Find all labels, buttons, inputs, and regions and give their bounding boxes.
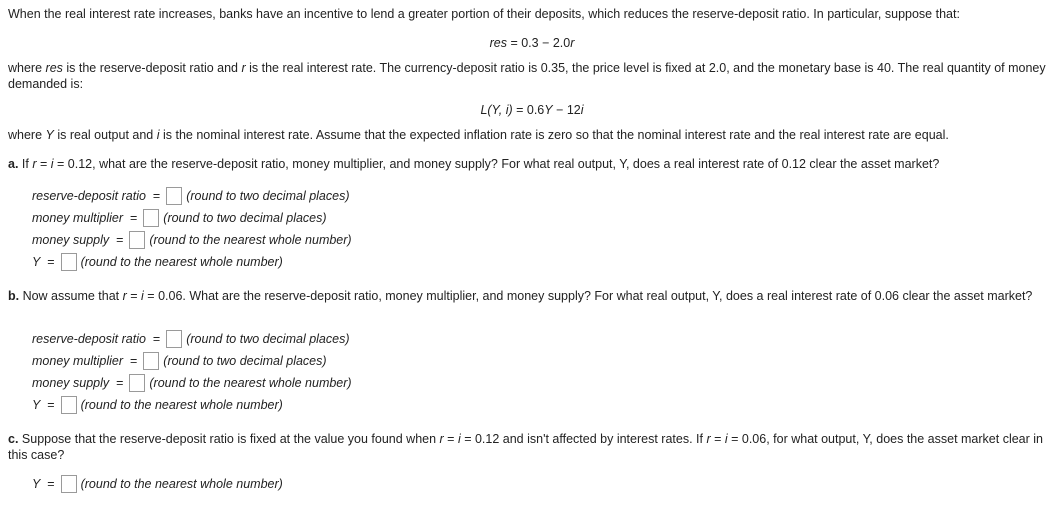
question-text: = 0.06. What are the reserve-deposit ratio, money multiplier, and money supply? For what real output, Y, does a real interest rate of 0.06 clear the asset market? (143, 289, 1033, 303)
field-label: Y (32, 398, 41, 412)
field-label: money multiplier (32, 211, 124, 225)
field-label: reserve-deposit ratio (32, 332, 146, 346)
field-label: Y (32, 255, 41, 269)
b-output-input[interactable] (61, 396, 77, 414)
where-text: is the nominal interest rate. Assume that the expected inflation rate is zero so that the nominal interest rate and the real interest rate are equal. (159, 128, 949, 142)
where-i-var: i (156, 128, 160, 142)
b-money-supply-input[interactable] (129, 374, 145, 392)
b-reserve-deposit-input[interactable] (166, 330, 182, 348)
a-money-multiplier-input[interactable] (143, 209, 159, 227)
where-y-paragraph (8, 127, 1052, 143)
question-b (8, 288, 1052, 304)
field-label: money multiplier (32, 354, 124, 368)
equals-sign: = (152, 189, 161, 203)
question-text: Suppose that the reserve-deposit ratio is fixed at the value you found when (18, 432, 440, 446)
equals-sign: = (47, 398, 55, 412)
rounding-hint: (round to two decimal places) (186, 332, 350, 346)
field-label: money supply (32, 376, 110, 390)
question-label: c. (8, 432, 19, 446)
field-label: Y (32, 477, 41, 491)
where-text: is real output and (53, 128, 157, 142)
where-text: is the real interest rate. The currency-deposit ratio is 0.35, the price level is fixed at 2.0, and the monetary base is 40. The real quantity of money demanded is: (8, 61, 1046, 91)
eq-Y: Y (544, 103, 553, 117)
question-label: b. (8, 289, 20, 303)
a-money-multiplier-row (32, 208, 327, 228)
where-text: where (8, 128, 46, 142)
eq-L: L(Y, i) (480, 103, 513, 117)
b-money-multiplier-row (32, 351, 327, 371)
equals-sign: = (116, 233, 124, 247)
eq-res-rhs: = 0.3 − 2.0 (506, 36, 571, 50)
question-text: If (18, 157, 33, 171)
var-r: r (122, 289, 127, 303)
question-text: = (126, 289, 142, 303)
var-r: r (706, 432, 711, 446)
a-money-supply-row (32, 230, 352, 250)
var-i: i (50, 157, 54, 171)
a-reserve-deposit-row (32, 186, 350, 206)
question-text: = (36, 157, 51, 171)
where-Y-var: Y (45, 128, 54, 142)
rounding-hint: (round to the nearest whole number) (149, 233, 352, 247)
rounding-hint: (round to the nearest whole number) (149, 376, 352, 390)
c-output-input[interactable] (61, 475, 77, 493)
b-money-supply-row (32, 373, 352, 393)
rounding-hint: (round to two decimal places) (186, 189, 350, 203)
rounding-hint: (round to two decimal places) (163, 211, 327, 225)
var-i: i (724, 432, 728, 446)
equals-sign: = (129, 211, 138, 225)
a-reserve-deposit-input[interactable] (166, 187, 182, 205)
where-r-var: r (241, 61, 246, 75)
where-text: is the reserve-deposit ratio and (62, 61, 242, 75)
var-i: i (141, 289, 144, 303)
question-c (8, 431, 1052, 463)
question-text: = 0.12 and isn't affected by interest rates. If (460, 432, 707, 446)
rounding-hint: (round to the nearest whole number) (80, 398, 283, 412)
field-label: reserve-deposit ratio (32, 189, 146, 203)
equation-money-demand (0, 102, 1064, 118)
where-res-paragraph (8, 60, 1052, 92)
var-i: i (457, 432, 461, 446)
var-r: r (32, 157, 37, 171)
c-output-row (32, 474, 283, 494)
field-label: money supply (32, 233, 110, 247)
where-text: where (8, 61, 46, 75)
equals-sign: = (47, 255, 55, 269)
b-reserve-deposit-row (32, 329, 350, 349)
rounding-hint: (round to two decimal places) (163, 354, 327, 368)
equals-sign: = (129, 354, 138, 368)
question-label: a. (8, 157, 19, 171)
equals-sign: = (116, 376, 124, 390)
eq-mid: = 0.6 (512, 103, 545, 117)
intro-paragraph (8, 6, 1052, 22)
eq-res-r: r (570, 36, 575, 50)
eq-i: i (580, 103, 584, 117)
question-text: Now assume that (19, 289, 123, 303)
rounding-hint: (round to the nearest whole number) (80, 255, 283, 269)
a-output-input[interactable] (61, 253, 77, 271)
question-text: = (443, 432, 458, 446)
where-res-var: res (45, 61, 63, 75)
b-output-row (32, 395, 283, 415)
eq-end: − 12 (552, 103, 581, 117)
question-text: = 0.06, for what output, Y, does the asset market clear in this case? (8, 432, 1043, 462)
rounding-hint: (round to the nearest whole number) (80, 477, 283, 491)
a-output-row (32, 252, 283, 272)
intro-text: When the real interest rate increases, banks have an incentive to lend a greater portion of their deposits, which reduces the reserve-deposit ratio. In particular, suppose that: (8, 7, 960, 21)
question-text: = (710, 432, 725, 446)
eq-res-var: res (489, 36, 507, 50)
a-money-supply-input[interactable] (129, 231, 145, 249)
equation-res (0, 35, 1064, 51)
question-a (8, 156, 1052, 172)
b-money-multiplier-input[interactable] (143, 352, 159, 370)
var-r: r (439, 432, 444, 446)
equals-sign: = (47, 477, 55, 491)
question-text: = 0.12, what are the reserve-deposit ratio, money multiplier, and money supply? For what real output, Y, does a real interest rate of 0.12 clear the asset market? (53, 157, 940, 171)
equals-sign: = (152, 332, 161, 346)
